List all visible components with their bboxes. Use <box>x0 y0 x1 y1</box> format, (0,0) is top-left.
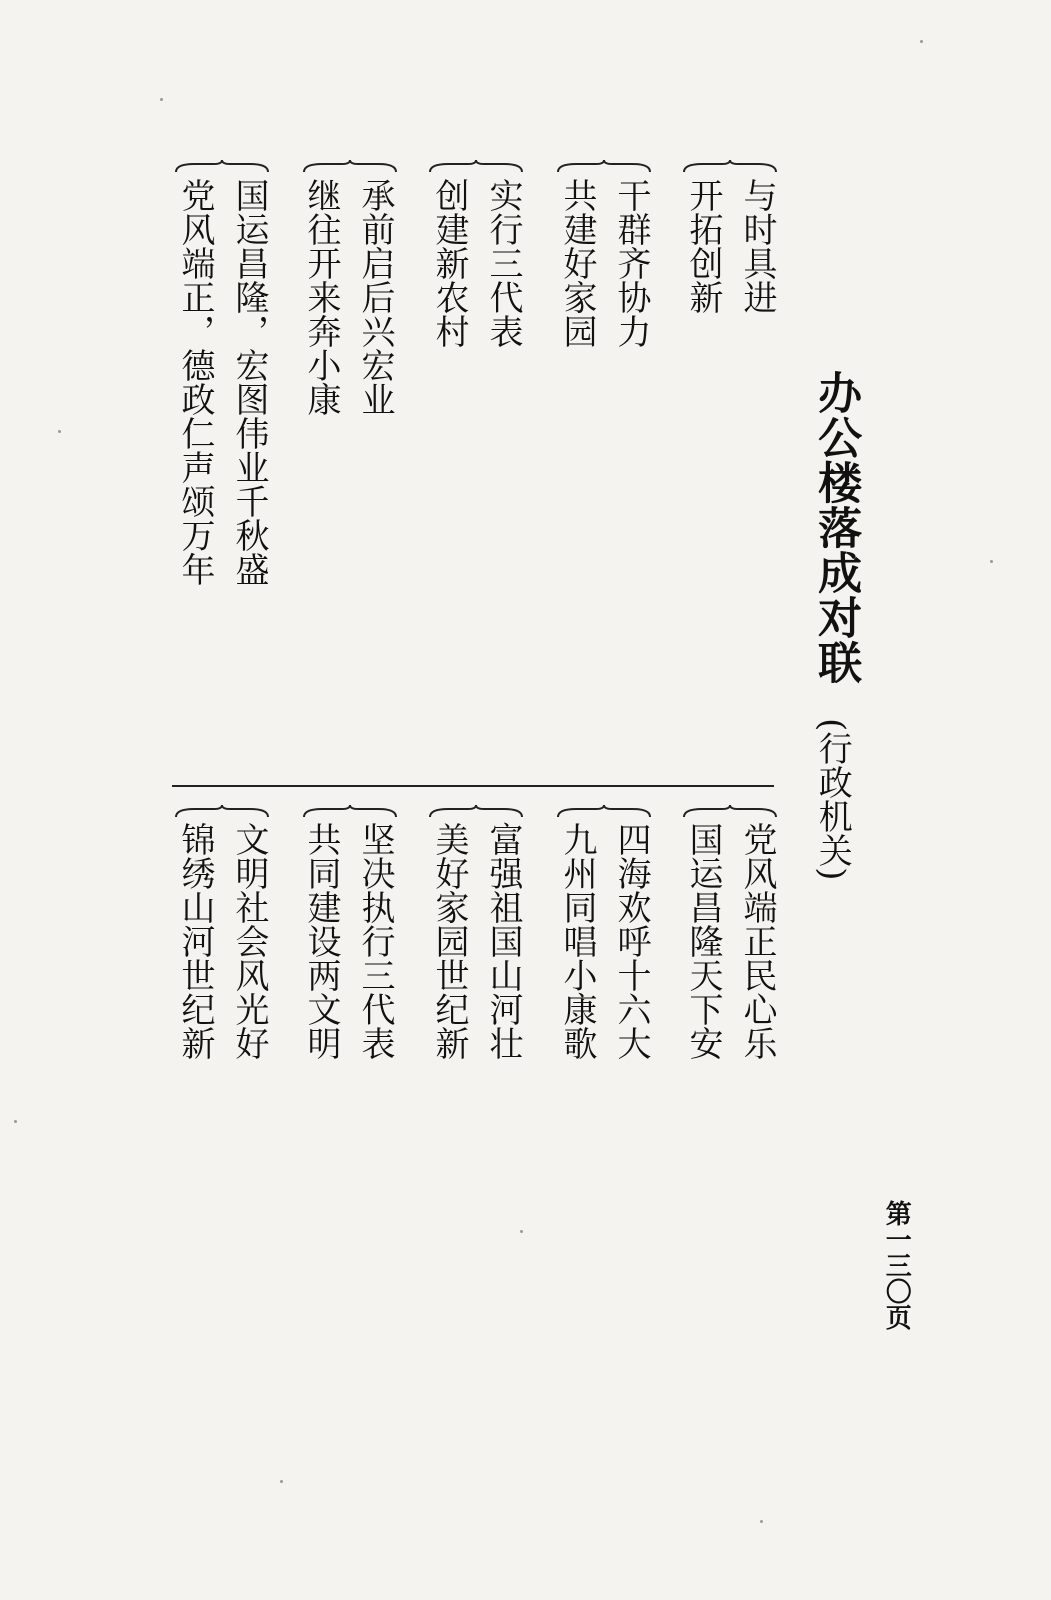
couplet-brace <box>302 160 398 174</box>
lower-couplet-4-second-line: 共同建设两文明 <box>301 822 341 1060</box>
upper-couplet-1-first-line: 与时具进 <box>737 178 777 314</box>
paper-speck <box>14 1120 17 1123</box>
upper-couplet-2-first-line: 干群齐协力 <box>611 178 651 348</box>
section-divider <box>172 785 774 787</box>
paper-speck <box>920 40 923 43</box>
paper-speck <box>160 98 163 101</box>
lower-couplet-1-first-line: 党风端正民心乐 <box>737 822 777 1060</box>
couplet-brace <box>174 160 270 174</box>
upper-couplet-5-second-line: 党风端正，德政仁声颂万年 <box>175 178 215 586</box>
couplet-brace <box>174 805 270 819</box>
upper-couplet-4-second-line: 继往开来奔小康 <box>301 178 341 416</box>
upper-couplet-2-second-line: 共建好家园 <box>557 178 597 348</box>
upper-couplet-3-second-line: 创建新农村 <box>429 178 469 348</box>
upper-couplet-1-second-line: 开拓创新 <box>683 178 723 314</box>
page-number: 第一三〇页 <box>881 1200 912 1330</box>
couplet-brace <box>682 160 778 174</box>
page-title: 办公楼落成对联 <box>810 370 862 685</box>
couplet-brace <box>428 805 524 819</box>
lower-couplet-3-second-line: 美好家园世纪新 <box>429 822 469 1060</box>
couplet-brace <box>428 160 524 174</box>
paper-speck <box>520 1230 523 1233</box>
paper-speck <box>990 560 993 563</box>
upper-couplet-4-first-line: 承前启后兴宏业 <box>355 178 395 416</box>
lower-couplet-3-first-line: 富强祖国山河壮 <box>483 822 523 1060</box>
lower-couplet-5-first-line: 文明社会风光好 <box>229 822 269 1060</box>
couplet-brace <box>302 805 398 819</box>
couplet-brace <box>556 805 652 819</box>
paper-speck <box>760 1520 763 1523</box>
paper-speck <box>58 430 61 433</box>
couplet-brace <box>556 160 652 174</box>
upper-couplet-3-first-line: 实行三代表 <box>483 178 523 348</box>
couplet-brace <box>682 805 778 819</box>
paper-speck <box>280 1480 283 1483</box>
upper-couplet-5-first-line: 国运昌隆，宏图伟业千秋盛 <box>229 178 269 586</box>
lower-couplet-2-first-line: 四海欢呼十六大 <box>611 822 651 1060</box>
lower-couplet-4-first-line: 坚决执行三代表 <box>355 822 395 1060</box>
lower-couplet-1-second-line: 国运昌隆天下安 <box>683 822 723 1060</box>
lower-couplet-2-second-line: 九州同唱小康歌 <box>557 822 597 1060</box>
page-subtitle: (行政机关) <box>812 718 853 881</box>
lower-couplet-5-second-line: 锦绣山河世纪新 <box>175 822 215 1060</box>
